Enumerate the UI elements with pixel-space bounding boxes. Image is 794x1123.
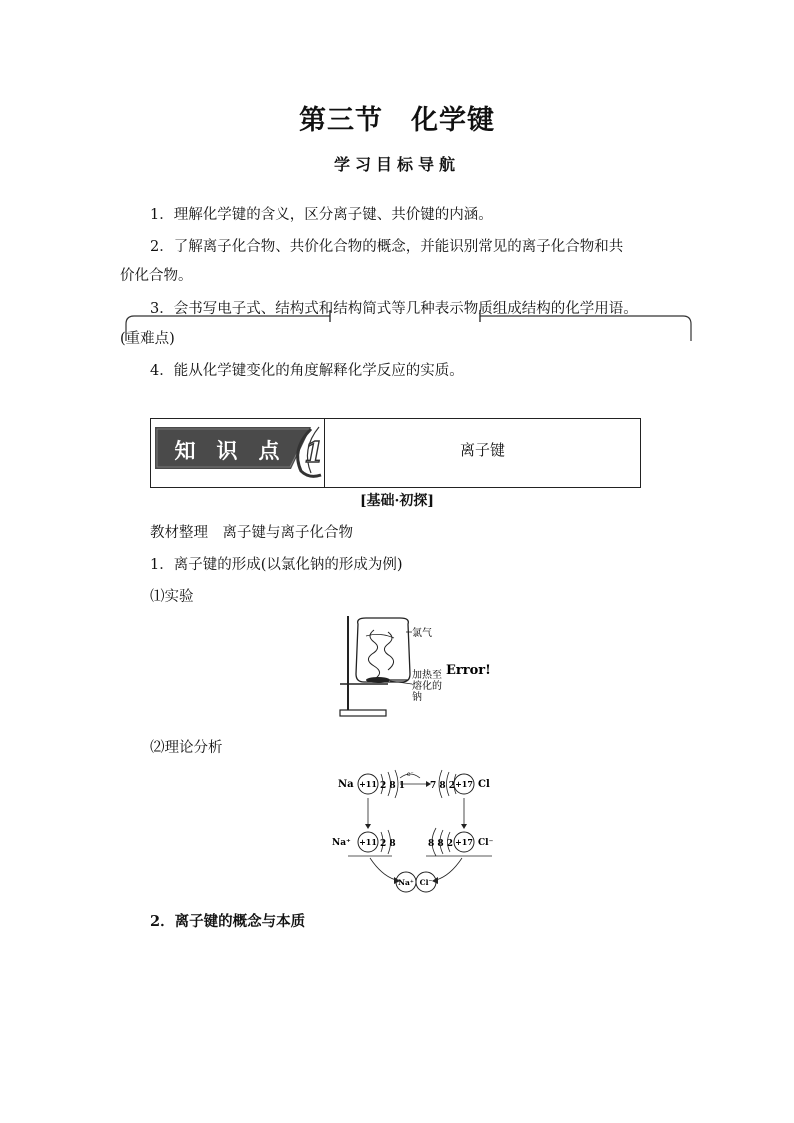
cl-nucleus: +17: [455, 779, 473, 789]
na-electrons: 2 8 1: [380, 781, 406, 791]
na-nucleus: +11: [359, 779, 377, 789]
electron-label: e⁻: [407, 771, 414, 778]
experiment-figure: [336, 612, 496, 720]
na-product: Na⁺: [398, 878, 414, 887]
theory-figure: [330, 768, 510, 900]
cl-electrons: 7 8 2: [430, 781, 456, 791]
objectives-heading: 学习目标导航: [333, 155, 460, 174]
objective-line: 3．会书写电子式、结构式和结构简式等几种表示物质组成结构的化学用语。: [150, 301, 638, 317]
objective-line: 4．能从化学键变化的角度解释化学反应的实质。: [150, 363, 464, 379]
knowledge-point-box: [150, 418, 641, 488]
list-item: 2．离子键的概念与本质: [150, 913, 306, 930]
objective-line: 价化合物。: [120, 268, 193, 284]
label-chlorine: 氯气: [412, 628, 432, 639]
sub-heading: ⑵理论分析: [150, 740, 223, 756]
cl-atom-label: Cl: [478, 779, 490, 790]
na-ion-nucleus: +11: [359, 837, 377, 847]
knowledge-point-title: 离子键: [459, 441, 505, 459]
knowledge-point-tab: [151, 419, 325, 487]
section-tag: [基础·初探]: [359, 493, 435, 509]
label-heat: 熔化的: [412, 681, 442, 692]
label-heat: 加热至: [412, 670, 442, 681]
error-text: Error!: [446, 663, 491, 678]
cl-ion-label: Cl⁻: [478, 838, 494, 848]
na-atom-label: Na: [338, 779, 354, 790]
cl-ion-electrons: 8 8 2: [428, 839, 454, 849]
kp-char: 知: [174, 438, 196, 463]
kp-number: 1: [304, 436, 324, 469]
kp-char: 识: [216, 438, 238, 463]
knowledge-point-banner: [151, 419, 324, 487]
na-ion-electrons: 2 8: [380, 839, 396, 849]
objective-line: 1．理解化学键的含义，区分离子键、共价键的内涵。: [150, 207, 493, 223]
page-title: 第三节 化学键: [299, 105, 495, 136]
sub-heading: ⑴实验: [150, 589, 194, 605]
objective-line: 2．了解离子化合物、共价化合物的概念，并能识别常见的离子化合物和共: [150, 239, 624, 255]
list-item: 1．离子键的形成(以氯化钠的形成为例): [150, 557, 403, 573]
label-heat: 钠: [412, 692, 422, 703]
section-heading: 教材整理 离子键与离子化合物: [150, 525, 353, 541]
objective-line: (重难点): [120, 331, 175, 347]
kp-char: 点: [258, 438, 280, 463]
cl-ion-nucleus: +17: [455, 837, 473, 847]
na-ion-label: Na⁺: [332, 838, 351, 848]
cl-product: Cl⁻: [419, 878, 433, 887]
